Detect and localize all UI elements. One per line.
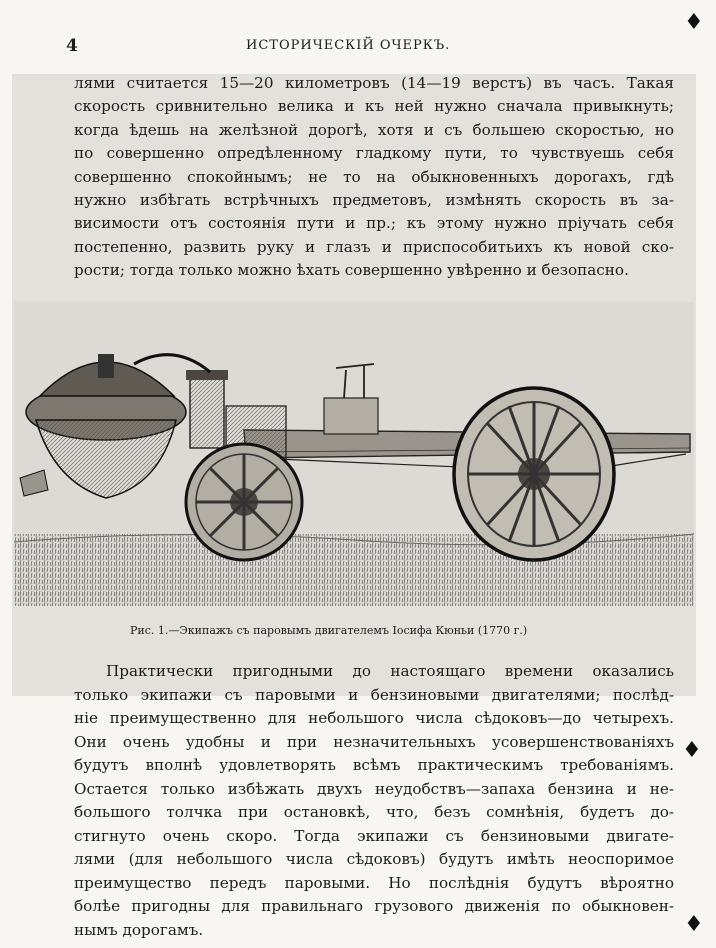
steam-carriage-illustration	[14, 302, 694, 606]
page-mark-top: ♦	[684, 10, 704, 35]
text-line: стигнуто очень скоро. Тогда экипажи съ бензиновыми двигате-	[74, 826, 674, 845]
figure-caption: Рис. 1.—Экипажъ съ паровымъ двигателемъ Іосифа Кюньи (1770 г.)	[130, 624, 528, 637]
bottom-paragraph	[74, 660, 674, 942]
rear-wheel	[454, 388, 614, 560]
text-line: лями (для небольшого числа сѣдоковъ) будутъ имѣть неоспоримое	[74, 850, 674, 868]
text-line: Практически пригодными до настоящаго времени оказались	[106, 662, 674, 680]
top-paragraph	[74, 72, 674, 283]
text-line: лями считается 15—20 километровъ (14—19 верстъ) въ часъ. Такая	[74, 74, 674, 92]
text-line: будутъ вполнѣ удовлетворять всѣмъ практическимъ требованіямъ.	[74, 756, 674, 774]
text-line: рости; тогда только можно ѣхать совершенно увѣренно и безопасно.	[74, 261, 629, 280]
running-title: ИСТОРИЧЕСКІЙ ОЧЕРКЪ.	[246, 38, 451, 53]
text-line: по совершенно опредѣленному гладкому пути, то чувствуешь себя	[74, 144, 674, 163]
text-line: Они очень удобны и при незначительныхъ усовершенствованіяхъ	[74, 732, 674, 751]
text-line: нужно избѣгать встрѣчныхъ предметовъ, измѣнять скорость въ за-	[74, 190, 674, 209]
text-line: висимости отъ состоянія пути и пр.; къ этому нужно пріучать себя	[74, 214, 674, 233]
page-mark-middle: ♦	[682, 738, 702, 763]
text-line: ніе преимущественно для небольшого числа сѣдоковъ—до четырехъ.	[74, 709, 674, 727]
text-line: постепенно, развить руку и глазъ и приспособитьихъ къ новой ско-	[74, 237, 674, 256]
text-line: совершенно спокойнымъ; не то на обыкновенныхъ дорогахъ, гдѣ	[74, 167, 674, 186]
text-line: большого толчка при остановкѣ, что, безъ сомнѣнія, будетъ до-	[74, 803, 674, 821]
text-line: нымъ дорогамъ.	[74, 920, 204, 939]
page-mark-bottom: ♦	[684, 912, 704, 937]
front-wheel	[186, 444, 302, 560]
text-line: только экипажи съ паровыми и бензиновыми двигателями; послѣд-	[74, 685, 674, 704]
text-line: болѣе пригодны для правильнаго грузового движенія по обыкновен-	[74, 897, 674, 915]
text-line: Остается только избѣжать двухъ неудобствъ—запаха бензина и не-	[74, 779, 674, 798]
page-number: 4	[66, 36, 78, 56]
text-line: когда ѣдешь на желѣзной дорогѣ, хотя и съ большею скоростью, но	[74, 120, 674, 139]
steam-carriage-engraving	[14, 302, 694, 606]
text-line: скорость сривнительно велика и къ ней нужно сначала привыкнуть;	[74, 97, 674, 116]
text-line: преимущество передъ паровыми. Но послѣднія будутъ вѣроятно	[74, 873, 674, 892]
